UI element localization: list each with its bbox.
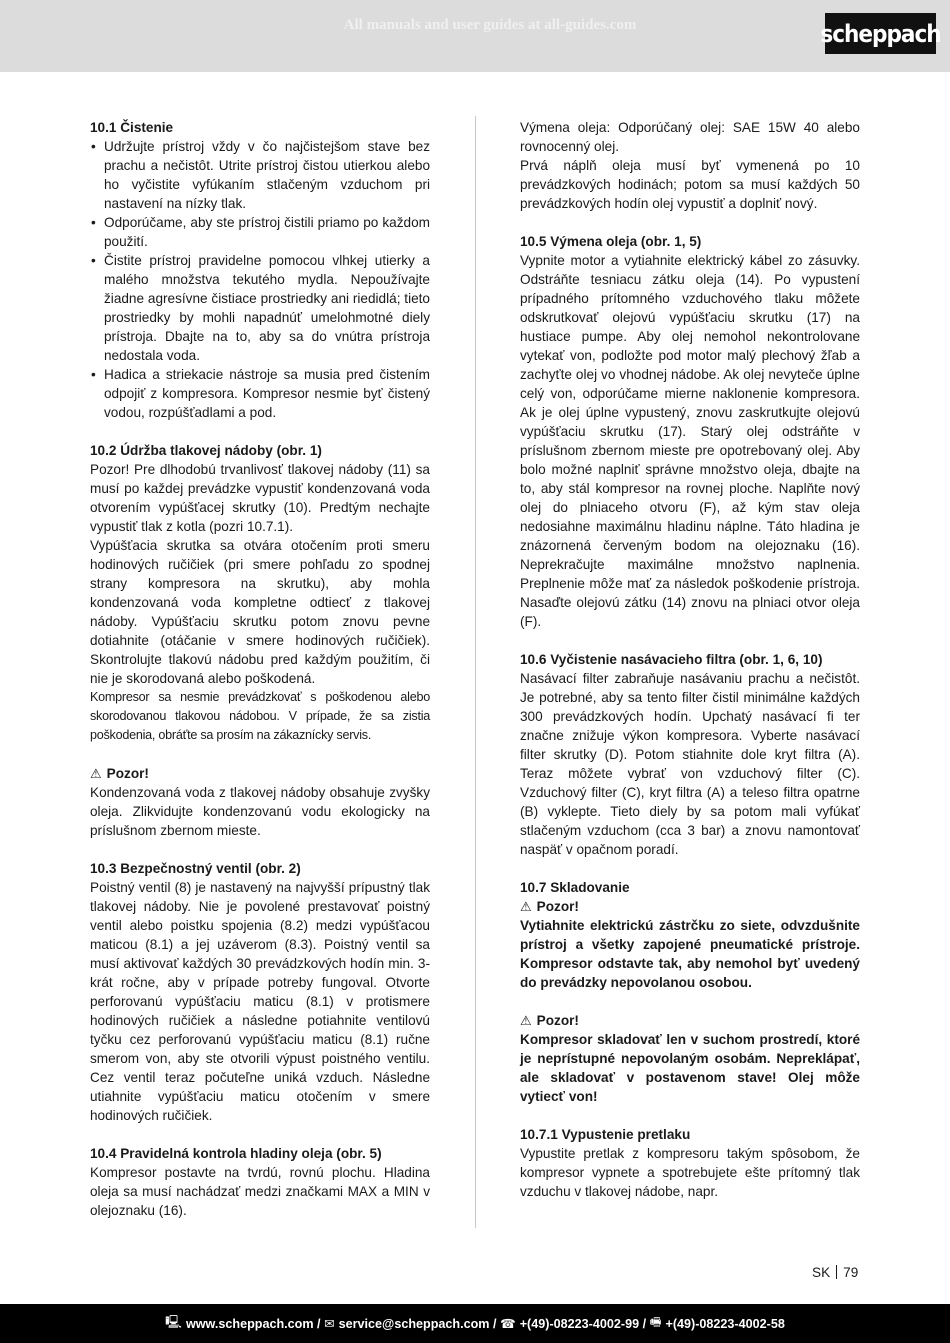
section-10-7-1-paragraph: Vypustite pretlak z kompresoru takým spôsobom, že kompresor vypnete a spotrebujete ešte prítomný tlak vzduchu v tlakovej nádobe, napr. [520,1146,860,1199]
warning-text: Vytiahnite elektrickú zástrčku zo siete, odvzdušnite prístroj a všetky zapojené pneumatické prístroje. Kompresor odstavte tak, aby nemohol byť uvedený do prevádzky nepovolanou osobou. [520,918,860,990]
list-item: • Čistite prístroj pravidelne pomocou vlhkej utierky a malého množstva tekutého mydla. Nepoužívajte žiadne agresívne čistiace prostriedky ani riedidlá; tieto prostriedky by mohli napadnúť umelohmotné diely prístroja. Dbajte na to, aby sa do vnútra prístroja nedostala voda. [90,251,430,365]
section-10-1-title: 10.1 Čistenie [90,120,174,135]
top-bar [0,0,950,72]
left-column [90,118,430,1220]
warning-title: Pozor! [536,1013,579,1028]
section-10-3-paragraph: Poistný ventil (8) je nastavený na najvyšší prípustný tlak tlakovej nádoby. Nie je povolené prestavovať poistný ventil alebo poistku spojenia (8.2) medzi vypúšťacou maticou (8.1) a jej uzáverom (8.3). Poistný ventil sa musí aktivovať každých 30 prevádzkových hodín min. 3-krát ročne, aby v prípade potreby fungoval. Otvorte perforovanú vypúšťaciu maticu (8.1) v protismere hodinových ručičiek a následne potiahnite ventilovú tyčku cez perforovanú vypúšťaciu maticu (8.1) ručne smerom von, aby ste otvorili výpust poistného ventilu. Cez ventil teraz počuteľne uniká vzduch. Následne utiahnite vypúšťaciu maticu otočením v smere hodinových ručičiek. [90,880,430,1123]
warning-heading [90,764,430,783]
scheppach-logo: scheppach [825,13,936,54]
fax-icon: 🖷 [649,1315,662,1329]
section-10-7-title: 10.7 Skladovanie [520,880,630,895]
warning-heading [520,1011,860,1030]
section-10-2-title: 10.2 Údržba tlakovej nádoby (obr. 1) [90,443,322,458]
oil-change-paragraph: Prvá náplň oleja musí byť vymenená po 10 prevádzkových hodinách; potom sa musí každých 50 prevádzkových hodín olej vypustiť a doplniť nový. [520,158,860,211]
list-item: • Udržujte prístroj vždy v čo najčistejšom stave bez prachu a nečistôt. Utrite prístroj čistou utierkou alebo ho vyčistite vyfúkaním stlačeným vzduchom pri nastavení na nízky tlak. [90,137,430,213]
section-10-2-paragraph: Kompresor sa nesmie prevádzkovať s poškodenou alebo skorodovanou tlakovou nádobou. V prípade, že sa zistia poškodenia, obráťte sa prosím na zákaznícky servis. [90,690,430,742]
oil-change-paragraph: Výmena oleja: Odporúčaný olej: SAE 15W 40 alebo rovnocenný olej. [520,120,860,154]
footer-fax: +(49)-08223-4002-58 [665,1316,785,1331]
warning-title: Pozor! [536,899,579,914]
section-10-5-paragraph: Vypnite motor a vytiahnite elektrický kábel zo zásuvky. Odstráňte tesniacu zátku oleja (14). Po vypustení prípadného prítomného vzduchového tlaku môžete odskrutkovať olejovú vypúšťaciu skrutku (17) na hustiace pumpe. Aby olej nemohol nekontrolovane vytekať von, podložte pod motor malý plechový žľab a zachyťte olej vo vhodnej nádobe. Ak olej nevyteče úplne celý von, odporúčame mierne naklonenie kompresora. Ak je olej úplne vypustený, znovu zaskrutkujte olejovú vypúšťaciu skrutku (17). Starý olej odstráňte v príslušnom zbernom mieste pre opotrebovaný olej. Aby bolo možné naplniť správne množstvo oleja, dbajte na to, aby stál kompresor na rovnej ploche. Naplňte nový olej do plniaceho otvoru (F), až kým stav oleja nedosiahne maximálnu hladinu náplne. Táto hladina je znázornená červeným bodom na olejoznaku (16). Neprekračujte maximálne množstvo naplnenia. Preplnenie môže mať za následok poškodenie prístroja. Nasaďte olejovú zátku (14) znovu na plniaci otvor oleja (F). [520,253,860,629]
warning-heading [520,897,860,916]
page-number [812,1265,858,1280]
phone-icon: ☎ [500,1317,516,1331]
right-column [520,118,860,1201]
warning-triangle-icon: ⚠ [90,766,102,781]
section-10-7-1-title: 10.7.1 Vypustenie pretlaku [520,1127,691,1142]
section-10-1-list [90,137,430,422]
footer-email-link[interactable]: service@scheppach.com / [338,1316,497,1331]
section-10-2-paragraph: Pozor! Pre dlhodobú trvanlivosť tlakovej nádoby (11) sa musí po každej prevádzke vypustiť kondenzovaná voda otvorením vypúšťacej skrutky (10). Predtým nechajte vypustiť tlak z kotla (pozri 10.7.1). [90,462,430,534]
section-10-3-title: 10.3 Bezpečnostný ventil (obr. 2) [90,861,301,876]
warning-triangle-icon: ⚠ [520,899,532,914]
warning-triangle-icon: ⚠ [520,1013,532,1028]
footer-bar [0,1304,950,1343]
column-divider [475,116,476,1228]
warning-text: Kompresor skladovať len v suchom prostredí, ktoré je neprístupné nepovolaným osobám. Nepreklápať, ale skladovať v postavenom stave! Olej môže vytiecť von! [520,1032,860,1104]
list-item: • Hadica a striekacie nástroje sa musia pred čistením odpojiť z kompresora. Kompresor nesmie byť čistený vodou, rozpúšťadlami a pod. [90,365,430,422]
watermark-text: All manuals and user guides at all-guides.com [343,17,637,33]
section-10-4-title: 10.4 Pravidelná kontrola hladiny oleja (obr. 5) [90,1146,382,1161]
page-language: SK [812,1265,831,1280]
section-10-2-paragraph: Vypúšťacia skrutka sa otvára otočením proti smeru hodinových ručičiek (pri smere pohľadu zo spodnej strany kompresora na skrutku), aby mohla kondenzovaná voda kompletne odtiecť z tlakovej nádoby. Vypúšťaciu skrutku potom znovu pevne dotiahnite (otáčanie v smere hodinových ručičiek). Skontrolujte tlakovú nádobu pred každým použitím, či nie je skorodovaná alebo poškodená. [90,538,430,686]
list-item: • Odporúčame, aby ste prístroj čistili priamo po každom použití. [90,213,430,251]
section-10-6-paragraph: Nasávací filter zabraňuje nasávaniu prachu a nečistôt. Je potrebné, aby sa tento filter čistil minimálne každých 300 prevádzkových hodín. Upchatý nasávací fi ter značne znižuje výkon kompresora. Vyberte nasávací filter skrutky (D). Potom stiahnite dole kryt filtra (A). Teraz môžete vybrať von vzduchový filter (C). Vzduchový filter (C), kryt filtra (A) a teleso filtra opatrne (B) vyklepte. Tieto diely by sa potom mali vyfúkať stlačeným vzduchom (cca 3 bar) a znovu namontovať naspäť v opačnom poradí. [520,671,860,857]
section-10-4-paragraph: Kompresor postavte na tvrdú, rovnú plochu. Hladina oleja sa musí nachádzať medzi značkami MAX a MIN v olejoznaku (16). [90,1165,430,1218]
section-10-5-title: 10.5 Výmena oleja (obr. 1, 5) [520,234,702,249]
monitor-icon: 🖳 [165,1315,182,1329]
footer-phone: +(49)-08223-4002-99 / [519,1316,647,1331]
section-10-6-title: 10.6 Vyčistenie nasávacieho filtra (obr. 1, 6, 10) [520,652,823,667]
envelope-icon: ✉ [324,1317,335,1331]
page-number-value: 79 [843,1265,859,1280]
warning-title: Pozor! [106,766,149,781]
warning-text: Kondenzovaná voda z tlakovej nádoby obsahuje zvyšky oleja. Zlikvidujte kondenzovanú vodu ekologicky na príslušnom zbernom mieste. [90,785,430,838]
footer-website-link[interactable]: www.scheppach.com / [185,1316,321,1331]
